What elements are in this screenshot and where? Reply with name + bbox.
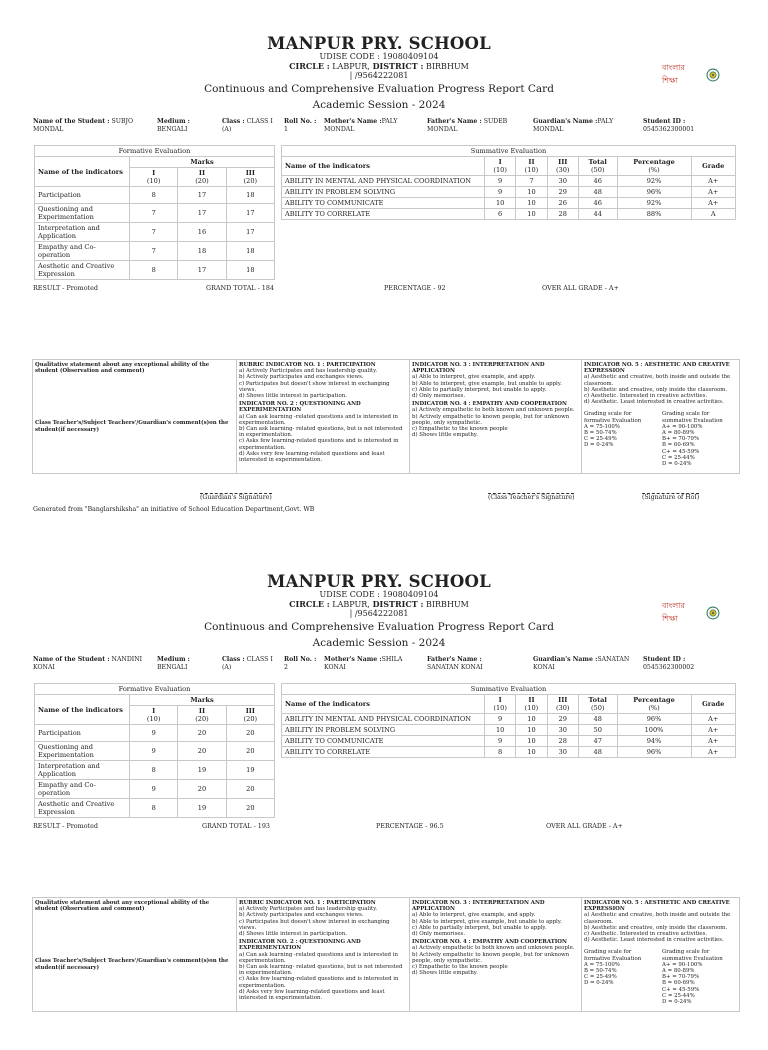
rubric-heading: INDICATOR NO. 3 : INTERPRETATION AND APPLICATION: [412, 900, 545, 913]
indicator-name: ABILITY TO CORRELATE: [282, 209, 485, 220]
indicator-name: Empathy and Co-operation: [35, 780, 130, 799]
col-iii-header: III (20): [226, 706, 274, 725]
grade: A+: [691, 714, 735, 725]
rubric-line: c) Participates but doesn't show interest in exchanging views.: [239, 918, 390, 931]
grade: A+: [691, 176, 735, 187]
percentage: 100%: [617, 725, 691, 736]
summative-row: [282, 198, 736, 209]
indicators-header: Name of the indicators: [282, 695, 485, 714]
mark-ii: 10: [516, 198, 547, 209]
summative-row: [282, 187, 736, 198]
rubric-line: d) Shows little empathy.: [412, 970, 478, 977]
school-name: MANPUR PRY. SCHOOL: [267, 572, 491, 591]
rubric-line: d) Shows little interest in participation.: [239, 393, 347, 400]
district-label: DISTRICT :: [369, 61, 424, 71]
circle-label: CIRCLE :: [289, 599, 330, 609]
report-card-2: [0, 538, 768, 1050]
grading-scale-line: A = 75-100%: [584, 423, 620, 430]
student-id-info: Student ID : 0545362300002: [643, 656, 695, 671]
roll-info: Roll No. : 2: [284, 656, 317, 671]
student-id-info: Student ID : 0545362300001: [643, 118, 695, 133]
col-iii-header: III (20): [226, 168, 274, 187]
class-info: Class : CLASS I (A): [222, 656, 273, 671]
mark-i: 8: [485, 747, 516, 758]
col-ii-header: II (20): [178, 706, 226, 725]
formative-row: [35, 187, 275, 204]
mark-ii: 19: [178, 799, 226, 818]
rubric-line: d) Asks very few learning-related questions and least interested in experimentation.: [239, 450, 385, 464]
grade: A+: [691, 187, 735, 198]
mark-ii: 20: [178, 780, 226, 799]
formative-header: Formative Evaluation: [35, 684, 275, 695]
rubric-line: b) Able to interpret, give example, but unable to apply.: [412, 918, 562, 925]
summative-table: [281, 145, 736, 220]
percentage: 96%: [617, 187, 691, 198]
qualitative-label: Qualitative statement about any exceptional ability of the student (Observation and comment): [35, 362, 210, 375]
indicator-name: Questioning and Experimentation: [35, 742, 130, 761]
mark-i: 6: [485, 209, 516, 220]
phone: | /9564222081: [349, 609, 409, 618]
mark-iii: 30: [547, 176, 578, 187]
indicator-name: Participation: [35, 187, 130, 204]
circle-label: CIRCLE :: [289, 61, 330, 71]
rubric-line: d) Aesthetic. Least interested in creative activities.: [584, 399, 724, 406]
percentage: 88%: [617, 209, 691, 220]
formative-row: [35, 261, 275, 280]
academic-session: Academic Session - 2024: [312, 637, 446, 649]
medium-info: Medium : BENGALI: [157, 656, 190, 671]
indicator-name: ABILITY IN PROBLEM SOLVING: [282, 725, 485, 736]
formative-grading-scale: [584, 411, 656, 467]
overall-grade: OVER ALL GRADE - A+: [546, 822, 623, 830]
grading-scale-line: D = 0-24%: [662, 999, 692, 1006]
mark-iii: 20: [226, 742, 274, 761]
comment-column: [33, 898, 237, 1011]
mark-iii: 26: [547, 198, 578, 209]
grading-scale-line: A = 80-89%: [662, 968, 695, 975]
guardian-info: Guardian's Name :SANATAN KONAI: [533, 656, 630, 671]
rubric-line: d) Shows little empathy.: [412, 432, 478, 439]
mark-i: 9: [130, 725, 178, 742]
class-teacher-signature: (Class Teacher's Signature): [488, 494, 575, 501]
rubric-line: c) Aesthetic. Interested in creative activities.: [584, 393, 708, 400]
rubric-line: c) Able to partially interpret, but unable to apply.: [412, 386, 547, 393]
district-label: DISTRICT :: [369, 599, 424, 609]
summative-row: [282, 747, 736, 758]
rubric-line: d) Shows little interest in participation.: [239, 931, 347, 938]
indicator-name: ABILITY IN PROBLEM SOLVING: [282, 187, 485, 198]
total: 48: [578, 747, 617, 758]
overall-grade: OVER ALL GRADE - A+: [542, 284, 619, 292]
mark-i: 9: [485, 187, 516, 198]
mark-i: 10: [485, 198, 516, 209]
circle-district: [0, 599, 758, 609]
mark-iii: 28: [547, 209, 578, 220]
academic-session: Academic Session - 2024: [312, 99, 446, 111]
indicator-name: Interpretation and Application: [35, 761, 130, 780]
grading-scale-title: Grading scale for summative Evaluation: [662, 411, 723, 424]
student-name-info: Name of the Student : SUBJO MONDAL: [33, 118, 134, 133]
grade: A: [691, 209, 735, 220]
summative-grading-scale: [662, 411, 734, 467]
marks-header: Marks: [130, 157, 275, 168]
rubric-line: d) Only memorises.: [412, 393, 466, 400]
footer-note: Generated from "Banglarshiksha" an initiative of School Education Department,Govt. WB: [33, 506, 315, 513]
total-header: Total (50): [578, 157, 617, 176]
grading-scale-line: C = 25-44%: [662, 454, 695, 461]
circle-value: LABPUR,: [329, 600, 370, 609]
mark-ii: 10: [516, 725, 547, 736]
col-iii-header: III (30): [547, 695, 578, 714]
mark-i: 8: [130, 261, 178, 280]
formative-row: [35, 780, 275, 799]
percentage: 94%: [617, 736, 691, 747]
summative-header: Summative Evaluation: [282, 684, 736, 695]
mark-ii: 10: [516, 714, 547, 725]
summative-row: [282, 176, 736, 187]
phone: | /9564222081: [349, 71, 409, 80]
mark-iii: 17: [226, 204, 274, 223]
class-info: Class : CLASS I (A): [222, 118, 273, 133]
grading-scale-title: Grading scale for formative Evaluation: [584, 411, 642, 424]
grading-scale-line: D = 0-24%: [584, 442, 614, 449]
summative-row: [282, 714, 736, 725]
mark-iii: 30: [547, 725, 578, 736]
teacher-comment-label: Class Teacher's/Subject Teachers'/Guardian's comment(s)on the student(if necessary): [35, 958, 229, 971]
total: 48: [578, 714, 617, 725]
mark-i: 10: [485, 725, 516, 736]
total-header: Total (50): [578, 695, 617, 714]
summative-table: [281, 683, 736, 758]
percentage: PERCENTAGE - 92: [384, 284, 446, 292]
father-info: Father's Name : SUDEB MONDAL: [427, 118, 508, 133]
grade: A+: [691, 736, 735, 747]
rubric-line: a) Can ask learning -related questions and is interested in experimentation.: [239, 951, 398, 964]
indicator-name: ABILITY IN MENTAL AND PHYSICAL COORDINATION: [282, 714, 485, 725]
result: RESULT - Promoted: [33, 822, 98, 830]
total: 44: [578, 209, 617, 220]
mark-iii: 20: [226, 799, 274, 818]
mark-iii: 28: [547, 736, 578, 747]
grand-total: GRAND TOTAL - 193: [202, 822, 270, 830]
grading-scale-line: D = 0-24%: [662, 461, 692, 468]
grading-scale-line: B = 60-69%: [662, 980, 695, 987]
grading-scale-line: B+ = 70-79%: [662, 974, 700, 981]
indicators-header: Name of the indicators: [35, 695, 130, 725]
medium-info: Medium : BENGALI: [157, 118, 190, 133]
formative-row: [35, 761, 275, 780]
grading-scale-line: A = 75-100%: [584, 961, 620, 968]
indicator-name: Aesthetic and Creative Expression: [35, 799, 130, 818]
total: 47: [578, 736, 617, 747]
district-value: BIRBHUM: [423, 600, 469, 609]
mark-i: 9: [485, 714, 516, 725]
percentage-header: Percentage (%): [617, 695, 691, 714]
rubric-line: c) Empathetic to the known people: [412, 964, 508, 971]
grading-scale-line: C+ = 45-59%: [662, 986, 700, 993]
mark-iii: 30: [547, 747, 578, 758]
grading-scale-title: Grading scale for formative Evaluation: [584, 949, 642, 962]
grading-scale-line: A+ = 90-100%: [662, 423, 703, 430]
formative-table: [34, 145, 275, 280]
rubric-line: a) Actively empathetic to both known and unknown people.: [412, 945, 575, 952]
grade-header: Grade: [691, 695, 735, 714]
emblem-icon: [706, 606, 720, 620]
summative-row: [282, 725, 736, 736]
indicator-name: Participation: [35, 725, 130, 742]
grade: A+: [691, 725, 735, 736]
mark-ii: 10: [516, 747, 547, 758]
mark-ii: 7: [516, 176, 547, 187]
grading-scale-line: A = 80-89%: [662, 430, 695, 437]
rubric-column-2: [410, 898, 582, 1011]
indicator-name: ABILITY TO COMMUNICATE: [282, 198, 485, 209]
percentage: PERCENTAGE - 96.5: [376, 822, 444, 830]
qualitative-label: Qualitative statement about any exceptional ability of the student (Observation and comment): [35, 900, 210, 913]
report-title: Continuous and Comprehensive Evaluation Progress Report Card: [204, 83, 554, 95]
rubric-heading: INDICATOR NO. 3 : INTERPRETATION AND APPLICATION: [412, 362, 545, 375]
student-name-info: Name of the Student : NANDINI KONAI: [33, 656, 143, 671]
mark-iii: 17: [226, 223, 274, 242]
summative-row: [282, 209, 736, 220]
indicator-name: ABILITY TO COMMUNICATE: [282, 736, 485, 747]
indicators-header: Name of the indicators: [282, 157, 485, 176]
formative-row: [35, 204, 275, 223]
mark-iii: 20: [226, 780, 274, 799]
percentage: 92%: [617, 176, 691, 187]
grade: A+: [691, 198, 735, 209]
marks-header: Marks: [130, 695, 275, 706]
rubric-column-2: [410, 360, 582, 473]
school-name: MANPUR PRY. SCHOOL: [267, 34, 491, 53]
rubric-heading: INDICATOR NO. 5 : AESTHETIC AND CREATIVE EXPRESSION: [584, 900, 730, 913]
rubric-line: c) Aesthetic. Interested in creative activities.: [584, 931, 708, 938]
rubric-line: b) Aesthetic and creative, only inside the classroom.: [584, 386, 728, 393]
grand-total: GRAND TOTAL - 184: [206, 284, 274, 292]
rubric-heading: INDICATOR NO. 5 : AESTHETIC AND CREATIVE EXPRESSION: [584, 362, 730, 375]
grade-header: Grade: [691, 157, 735, 176]
formative-row: [35, 223, 275, 242]
mark-i: 9: [130, 742, 178, 761]
indicator-name: Empathy and Co-operation: [35, 242, 130, 261]
percentage: 96%: [617, 714, 691, 725]
rubric-column-3: [582, 898, 739, 1011]
rubric-line: a) Aesthetic and creative, both inside and outside the classroom.: [584, 912, 731, 925]
grading-scale-line: C = 25-49%: [584, 436, 617, 443]
report-title: Continuous and Comprehensive Evaluation Progress Report Card: [204, 621, 554, 633]
mark-ii: 20: [178, 742, 226, 761]
formative-row: [35, 799, 275, 818]
mark-iii: 19: [226, 761, 274, 780]
rubric-line: d) Only memorises.: [412, 931, 466, 938]
col-iii-header: III (30): [547, 157, 578, 176]
teacher-comment-label: Class Teacher's/Subject Teachers'/Guardian's comment(s)on the student(if necessary): [35, 420, 229, 433]
rubric-line: a) Can ask learning -related questions and is interested in experimentation.: [239, 413, 398, 426]
rubric-heading: RUBRIC INDICATOR NO. 1 : PARTICIPATION: [239, 362, 376, 368]
rubric-line: c) Empathetic to the known people: [412, 426, 508, 433]
grading-scale-line: D = 0-24%: [584, 980, 614, 987]
rubric-heading: INDICATOR NO. 4 : EMPATHY AND COOPERATION: [412, 939, 567, 946]
summative-header: Summative Evaluation: [282, 146, 736, 157]
mark-i: 7: [130, 223, 178, 242]
rubric-line: b) Able to interpret, give example, but unable to apply.: [412, 380, 562, 387]
father-info: Father's Name : SANATAN KONAI: [427, 656, 483, 671]
indicator-name: Questioning and Experimentation: [35, 204, 130, 223]
mother-info: Mother's Name :SHILA KONAI: [324, 656, 403, 671]
mother-info: Mother's Name :PALY MONDAL: [324, 118, 398, 133]
rubric-line: a) Aesthetic and creative, both inside and outside the classroom.: [584, 374, 731, 387]
formative-row: [35, 742, 275, 761]
rubric-heading: INDICATOR NO. 4 : EMPATHY AND COOPERATION: [412, 401, 567, 408]
rubric-line: b) Actively empathetic to known people, but for unknown people, only sympathetic.: [412, 951, 570, 964]
rubric-line: a) Able to interpret, give example, and apply.: [412, 912, 536, 919]
district-value: BIRBHUM: [423, 62, 469, 71]
indicator-name: Aesthetic and Creative Expression: [35, 261, 130, 280]
mark-iii: 18: [226, 242, 274, 261]
formative-row: [35, 725, 275, 742]
formative-row: [35, 242, 275, 261]
udise-code: UDISE CODE : 19080409104: [319, 52, 439, 61]
total: 46: [578, 198, 617, 209]
grading-scale-line: C = 25-49%: [584, 974, 617, 981]
mark-iii: 18: [226, 261, 274, 280]
mark-i: 8: [130, 761, 178, 780]
col-i-header: I (10): [130, 168, 178, 187]
rubric-line: c) Able to partially interpret, but unable to apply.: [412, 924, 547, 931]
qualitative-box: [32, 897, 740, 1012]
mark-ii: 20: [178, 725, 226, 742]
rubric-line: d) Aesthetic. Least interested in creative activities.: [584, 937, 724, 944]
mark-ii: 16: [178, 223, 226, 242]
result: RESULT - Promoted: [33, 284, 98, 292]
rubric-heading: INDICATOR NO. 2 : QUESTIONING AND EXPERIMENTATION: [239, 939, 361, 952]
rubric-line: b) Can ask learning- related questions, but is not interested in experimentation.: [239, 964, 403, 977]
mark-ii: 19: [178, 761, 226, 780]
mark-i: 8: [130, 799, 178, 818]
col-i-header: I (10): [130, 706, 178, 725]
mark-i: 7: [130, 204, 178, 223]
circle-district: [0, 61, 758, 71]
guardian-signature: (Guardian's Signature): [200, 494, 272, 501]
grading-scale-line: B+ = 70-79%: [662, 436, 700, 443]
mark-iii: 18: [226, 187, 274, 204]
rubric-line: b) Actively participates and exchanges views.: [239, 374, 364, 381]
rubric-line: d) Asks very few learning-related questions and least interested in experimentation.: [239, 988, 385, 1002]
summative-grading-scale: [662, 949, 734, 1005]
rubric-line: b) Aesthetic and creative, only inside the classroom.: [584, 924, 728, 931]
indicators-header: Name of the indicators: [35, 157, 130, 187]
indicator-name: Interpretation and Application: [35, 223, 130, 242]
summative-row: [282, 736, 736, 747]
rubric-line: a) Actively Participates and has leadership quality.: [239, 906, 378, 913]
grading-scale-line: C+ = 45-59%: [662, 448, 700, 455]
mark-i: 7: [130, 242, 178, 261]
grading-scale-line: B = 50-74%: [584, 430, 617, 437]
col-i-header: I (10): [485, 695, 516, 714]
formative-grading-scale: [584, 949, 656, 1005]
guardian-info: Guardian's Name :PALY MONDAL: [533, 118, 614, 133]
rubric-line: c) Asks few learning-related questions and is interested in experimentation.: [239, 438, 399, 451]
rubric-line: a) Able to interpret, give example, and apply.: [412, 374, 536, 381]
mark-i: 9: [485, 736, 516, 747]
udise-code: UDISE CODE : 19080409104: [319, 590, 439, 599]
rubric-line: b) Actively empathetic to known people, but for unknown people, only sympathetic.: [412, 413, 570, 426]
mark-i: 9: [130, 780, 178, 799]
mark-i: 9: [485, 176, 516, 187]
emblem-icon: [706, 68, 720, 82]
roll-info: Roll No. : 1: [284, 118, 317, 133]
circle-value: LABPUR,: [329, 62, 370, 71]
percentage: 92%: [617, 198, 691, 209]
indicator-name: ABILITY IN MENTAL AND PHYSICAL COORDINATION: [282, 176, 485, 187]
mark-iii: 29: [547, 714, 578, 725]
hoi-signature: (Signature of HoI): [642, 494, 700, 501]
mark-ii: 18: [178, 242, 226, 261]
total: 46: [578, 176, 617, 187]
mark-ii: 10: [516, 187, 547, 198]
grading-scale-line: A+ = 90-100%: [662, 961, 703, 968]
logo-text: বাংলার শিক্ষা: [662, 63, 685, 85]
grading-scale-line: C = 25-44%: [662, 992, 695, 999]
rubric-line: b) Actively participates and exchanges views.: [239, 912, 364, 919]
rubric-heading: INDICATOR NO. 2 : QUESTIONING AND EXPERIMENTATION: [239, 401, 361, 414]
mark-i: 8: [130, 187, 178, 204]
mark-ii: 17: [178, 261, 226, 280]
report-card-1: [0, 0, 768, 512]
grading-scale-line: B = 60-69%: [662, 442, 695, 449]
col-ii-header: II (10): [516, 695, 547, 714]
percentage: 96%: [617, 747, 691, 758]
formative-header: Formative Evaluation: [35, 146, 275, 157]
rubric-column-3: [582, 360, 739, 473]
rubric-column-1: [237, 360, 410, 473]
formative-table: [34, 683, 275, 818]
total: 48: [578, 187, 617, 198]
rubric-line: a) Actively empathetic to both known and unknown people.: [412, 407, 575, 414]
col-i-header: I (10): [485, 157, 516, 176]
comment-column: [33, 360, 237, 473]
rubric-line: a) Actively Participates and has leadership quality.: [239, 368, 378, 375]
mark-ii: 10: [516, 736, 547, 747]
logo-text: বাংলার শিক্ষা: [662, 601, 685, 623]
percentage-header: Percentage (%): [617, 157, 691, 176]
mark-iii: 29: [547, 187, 578, 198]
rubric-line: c) Participates but doesn't show interest in exchanging views.: [239, 380, 390, 393]
rubric-column-1: [237, 898, 410, 1011]
grading-scale-title: Grading scale for summative Evaluation: [662, 949, 723, 962]
rubric-heading: RUBRIC INDICATOR NO. 1 : PARTICIPATION: [239, 900, 376, 906]
mark-ii: 17: [178, 187, 226, 204]
rubric-line: c) Asks few learning-related questions and is interested in experimentation.: [239, 976, 399, 989]
mark-iii: 20: [226, 725, 274, 742]
mark-ii: 10: [516, 209, 547, 220]
qualitative-box: [32, 359, 740, 474]
banglarshiksha-logo: [662, 63, 720, 85]
rubric-line: b) Can ask learning- related questions, but is not interested in experimentation.: [239, 426, 403, 439]
col-ii-header: II (20): [178, 168, 226, 187]
mark-ii: 17: [178, 204, 226, 223]
col-ii-header: II (10): [516, 157, 547, 176]
grade: A+: [691, 747, 735, 758]
indicator-name: ABILITY TO CORRELATE: [282, 747, 485, 758]
grading-scale-line: B = 50-74%: [584, 968, 617, 975]
banglarshiksha-logo: [662, 601, 720, 623]
total: 50: [578, 725, 617, 736]
